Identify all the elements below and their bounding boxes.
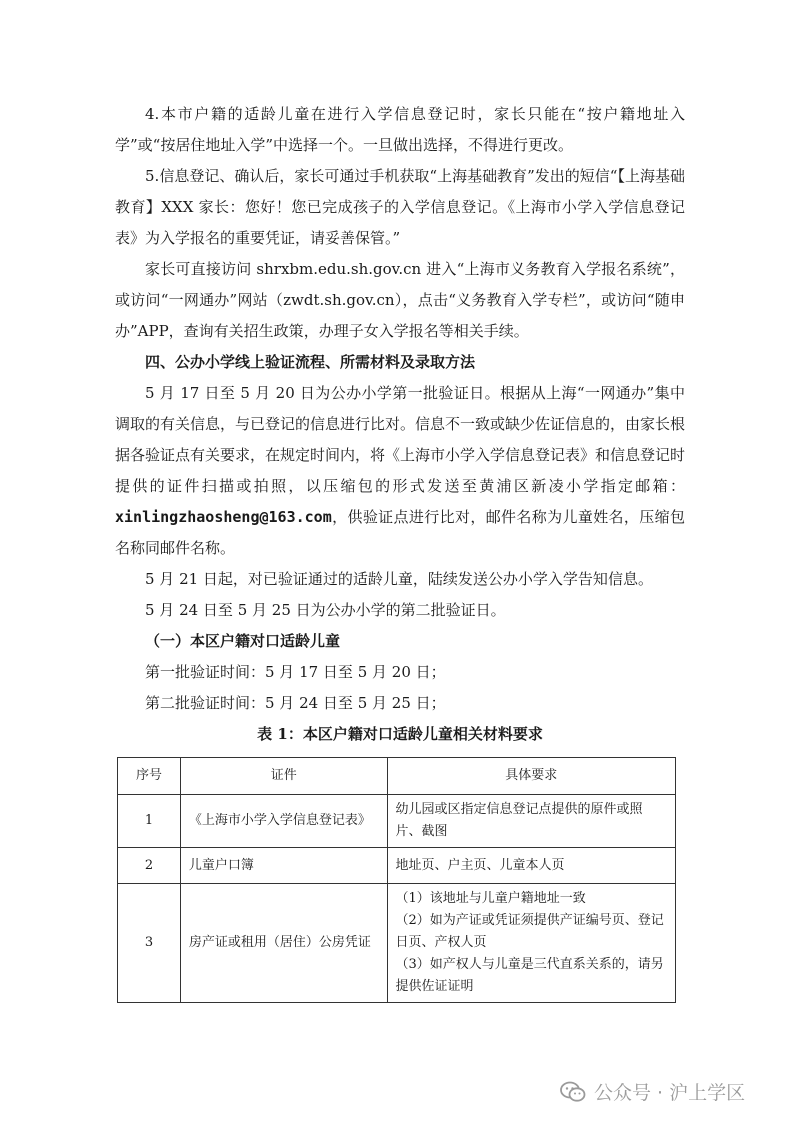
paragraph-may-24: 5 月 24 日至 5 月 25 日为公办小学的第二批验证日。	[145, 601, 506, 619]
cell-doc: 房产证或租用（居住）公房凭证	[180, 884, 387, 1003]
subsection-1-heading: （一）本区户籍对口适龄儿童	[145, 632, 341, 650]
table-row	[118, 848, 676, 884]
req-line: （1）该地址与儿童户籍地址一致	[395, 891, 586, 906]
cell-no: 1	[118, 795, 181, 848]
header-no: 序号	[118, 758, 181, 795]
cell-req	[387, 795, 675, 848]
section-4-heading: 四、公办小学线上验证流程、所需材料及录取方法	[145, 353, 476, 371]
table-row	[118, 795, 676, 848]
cell-doc: 儿童户口簿	[180, 848, 387, 884]
req-line: 幼儿园或区指定信息登记点提供的原件或照片、截图	[395, 802, 643, 839]
cell-doc: 《上海市小学入学信息登记表》	[180, 795, 387, 848]
cell-req	[387, 884, 675, 1003]
cell-no: 3	[118, 884, 181, 1003]
paragraph-verify-process	[115, 378, 685, 564]
header-doc: 证件	[180, 758, 387, 795]
paragraph-item-4: 4.本市户籍的适龄儿童在进行入学信息登记时，家长只能在“按户籍地址入学”或“按居住地址入学”中选择一个。一旦做出选择，不得进行更改。	[115, 105, 685, 154]
second-batch-time: 第二批验证时间：5 月 24 日至 5 月 25 日；	[145, 694, 446, 712]
table-row	[118, 884, 676, 1003]
materials-table	[117, 757, 676, 1003]
cell-no: 2	[118, 848, 181, 884]
verify-tail-text: ，供验证点进行比对，邮件名称为儿童姓名，压缩包名称同邮件名称。	[115, 508, 685, 557]
req-line: 地址页、户主页、儿童本人页	[395, 857, 565, 873]
req-line: （2）如为产证或凭证须提供产证编号页、登记日页、产权人页	[395, 913, 664, 950]
paragraph-may-21: 5 月 21 日起，对已验证通过的适龄儿童，陆续发送公办小学入学告知信息。	[145, 570, 653, 588]
paragraph-item-5: 5.信息登记、确认后，家长可通过手机获取“上海基础教育”发出的短信“【上海基础教育】XXX 家长：您好！您已完成孩子的入学信息登记。《上海市小学入学信息登记表》为入学报名的重要凭证，请妥善保管。”	[115, 167, 685, 247]
table-caption: 表 1：本区户籍对口适龄儿童相关材料要求	[257, 725, 543, 743]
verify-intro-text: 5 月 17 日至 5 月 20 日为公办小学第一批验证日。根据从上海“一网通办”集中调取的有关信息，与已登记的信息进行比对。信息不一致或缺少佐证信息的，由家长根据各验证点有关要求，在规定时间内，将《上海市小学入学信息登记表》和信息登记时提供的证件扫描或拍照，以压缩包的形式发送至黄浦区新凌小学指定邮箱：	[115, 384, 686, 495]
wechat-icon	[560, 1081, 586, 1103]
watermark-text: 公众号 · 沪上学区	[594, 1082, 746, 1104]
email-address[interactable]: xinlingzhaosheng@163.com	[115, 508, 332, 526]
header-req: 具体要求	[387, 758, 675, 795]
watermark	[560, 1078, 745, 1105]
cell-req	[387, 848, 675, 884]
first-batch-time: 第一批验证时间：5 月 17 日至 5 月 20 日；	[145, 663, 446, 681]
req-line: （3）如产权人与儿童是三代直系关系的，请另提供佐证证明	[395, 957, 664, 994]
table-header-row	[118, 758, 676, 795]
paragraph-visit-sites: 家长可直接访问 shrxbm.edu.sh.gov.cn 进入“上海市义务教育入学报名系统”，或访问“一网通办”网站（zwdt.sh.gov.cn），点击“义务教育入学专栏”，或访问“随申办”APP，查询有关招生政策，办理子女入学报名等相关手续。	[115, 260, 685, 340]
